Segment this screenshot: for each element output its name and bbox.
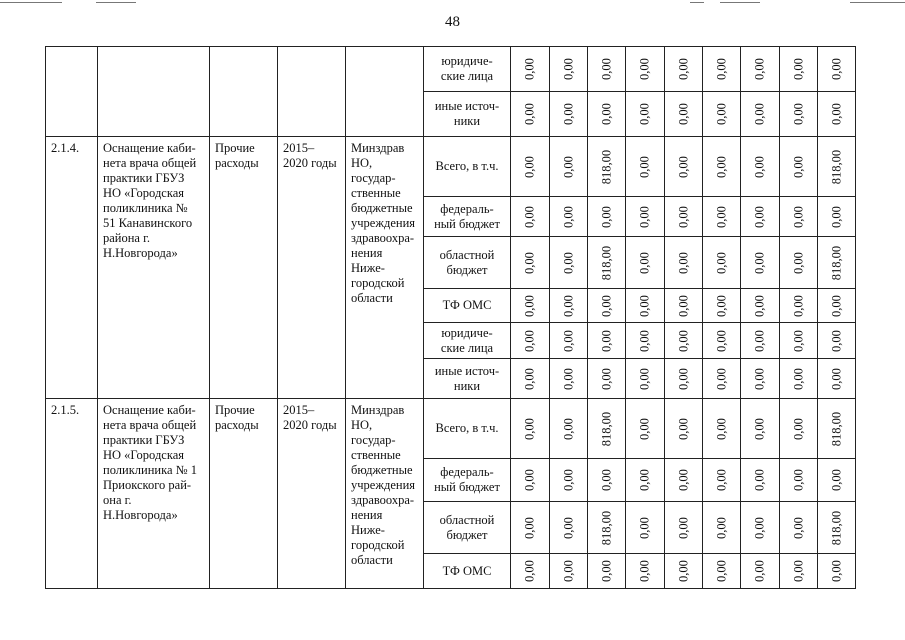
value-cell <box>780 92 818 137</box>
value-cell <box>703 399 741 459</box>
value-text: 0,00 <box>561 103 575 125</box>
value-cell <box>780 323 818 359</box>
value-cell <box>818 399 856 459</box>
value-text: 0,00 <box>522 155 537 178</box>
value-text: 0,00 <box>752 367 767 390</box>
value-text: 0,00 <box>637 560 652 582</box>
value-text: 0,00 <box>714 560 728 582</box>
value-cell <box>818 289 856 323</box>
value-text: 0,00 <box>561 329 575 352</box>
value-cell <box>511 554 550 589</box>
value-text: 0,00 <box>714 205 728 228</box>
value-cell <box>588 92 626 137</box>
value-text: 0,00 <box>522 516 537 539</box>
source-cell: ТФ ОМС <box>424 554 511 589</box>
item-code-cell: 2.1.4. <box>46 137 98 399</box>
value-cell <box>550 92 588 137</box>
value-text: 0,00 <box>791 205 805 228</box>
value-text: 0,00 <box>829 469 843 491</box>
value-cell <box>818 137 856 197</box>
value-text: 0,00 <box>599 560 613 582</box>
source-cell: юридиче- ские лица <box>424 47 511 92</box>
value-cell <box>550 237 588 289</box>
value-cell <box>550 359 588 399</box>
item-name-cell: Оснащение каби- нета врача общей практики ГБУЗ НО «Городская поликлиника № 1 Приокского рай- она г. Н.Новгорода» <box>98 399 210 589</box>
value-text: 0,00 <box>752 251 767 274</box>
value-cell <box>665 289 703 323</box>
expense-type-cell: Прочие расходы <box>210 399 278 589</box>
code-cell-empty <box>46 47 98 137</box>
value-text: 0,00 <box>637 367 652 390</box>
value-text: 0,00 <box>676 205 690 228</box>
value-cell <box>626 323 665 359</box>
value-text: 0,00 <box>829 103 843 125</box>
value-cell <box>741 237 780 289</box>
value-text: 0,00 <box>676 155 690 178</box>
value-text: 0,00 <box>561 367 575 390</box>
value-cell <box>703 502 741 554</box>
value-cell <box>665 137 703 197</box>
source-cell: иные источ- ники <box>424 92 511 137</box>
value-text: 0,00 <box>561 417 575 440</box>
value-text: 0,00 <box>561 469 575 491</box>
value-cell <box>741 289 780 323</box>
source-cell: федераль- ный бюджет <box>424 197 511 237</box>
value-cell <box>626 359 665 399</box>
value-cell <box>818 92 856 137</box>
value-cell <box>780 554 818 589</box>
value-cell <box>741 459 780 502</box>
value-cell <box>511 289 550 323</box>
value-text: 0,00 <box>599 329 613 352</box>
value-cell <box>780 237 818 289</box>
value-text: 0,00 <box>522 294 537 317</box>
value-text: 0,00 <box>752 205 767 228</box>
value-text: 0,00 <box>676 560 690 582</box>
value-text: 0,00 <box>829 367 843 390</box>
period-cell-empty <box>278 47 346 137</box>
value-text: 0,00 <box>599 58 613 80</box>
value-text: 0,00 <box>752 417 767 440</box>
value-cell <box>741 554 780 589</box>
value-cell <box>741 197 780 237</box>
value-cell <box>588 359 626 399</box>
value-cell <box>550 137 588 197</box>
value-text: 0,00 <box>522 367 537 390</box>
value-cell <box>665 237 703 289</box>
value-text: 818,00 <box>829 510 843 545</box>
value-text: 0,00 <box>791 155 805 178</box>
value-cell <box>626 399 665 459</box>
value-cell <box>588 459 626 502</box>
source-cell: Всего, в т.ч. <box>424 137 511 197</box>
value-text: 0,00 <box>637 469 652 491</box>
value-text: 0,00 <box>791 417 805 440</box>
value-cell <box>626 137 665 197</box>
value-text: 0,00 <box>561 155 575 178</box>
value-text: 0,00 <box>561 294 575 317</box>
value-text: 0,00 <box>599 367 613 390</box>
value-cell <box>665 323 703 359</box>
item-code-cell: 2.1.5. <box>46 399 98 589</box>
value-cell <box>703 197 741 237</box>
value-cell <box>818 197 856 237</box>
value-cell <box>703 554 741 589</box>
value-text: 0,00 <box>714 294 728 317</box>
executor-cell: Минздрав НО, государ- ственные бюджетные учреждения здравоохра- нения Ниже- городской области <box>346 137 424 399</box>
value-text: 0,00 <box>676 251 690 274</box>
page-number: 48 <box>445 14 460 30</box>
value-text: 0,00 <box>522 417 537 440</box>
source-cell: областной бюджет <box>424 502 511 554</box>
value-text: 0,00 <box>522 251 537 274</box>
value-text: 0,00 <box>752 469 767 491</box>
value-text: 0,00 <box>637 205 652 228</box>
value-text: 0,00 <box>752 329 767 352</box>
value-cell <box>550 554 588 589</box>
value-cell <box>665 502 703 554</box>
value-cell <box>665 92 703 137</box>
source-cell: юридиче- ские лица <box>424 323 511 359</box>
value-cell <box>550 289 588 323</box>
value-cell <box>550 459 588 502</box>
value-cell <box>780 197 818 237</box>
value-text: 0,00 <box>561 251 575 274</box>
value-cell <box>703 359 741 399</box>
value-text: 0,00 <box>791 516 805 539</box>
value-cell <box>741 502 780 554</box>
value-cell <box>703 92 741 137</box>
source-cell: федераль- ный бюджет <box>424 459 511 502</box>
value-cell <box>780 137 818 197</box>
value-text: 0,00 <box>599 294 613 317</box>
value-text: 818,00 <box>829 245 843 280</box>
value-cell <box>511 92 550 137</box>
value-text: 0,00 <box>676 469 690 491</box>
value-cell <box>741 92 780 137</box>
value-text: 0,00 <box>829 294 843 317</box>
value-text: 0,00 <box>637 417 652 440</box>
value-cell <box>780 459 818 502</box>
value-text: 0,00 <box>676 417 690 440</box>
table-row <box>46 399 856 459</box>
scan-mark <box>96 2 136 3</box>
value-text: 0,00 <box>752 103 767 125</box>
value-cell <box>588 399 626 459</box>
value-cell <box>818 47 856 92</box>
item-name-cell: Оснащение каби- нета врача общей практики ГБУЗ НО «Городская поликлиника № 51 Канавинского района г. Н.Новгорода» <box>98 137 210 399</box>
value-text: 0,00 <box>791 251 805 274</box>
value-cell <box>511 459 550 502</box>
value-cell <box>550 399 588 459</box>
value-cell <box>818 359 856 399</box>
value-cell <box>588 554 626 589</box>
expense-type-cell: Прочие расходы <box>210 137 278 399</box>
value-cell <box>780 359 818 399</box>
scan-mark <box>0 2 62 3</box>
value-text: 0,00 <box>752 294 767 317</box>
value-text: 0,00 <box>522 329 537 352</box>
value-text: 0,00 <box>714 329 728 352</box>
value-cell <box>626 502 665 554</box>
value-cell <box>626 197 665 237</box>
value-text: 0,00 <box>637 294 652 317</box>
executor-cell-empty <box>346 47 424 137</box>
value-text: 0,00 <box>714 103 728 125</box>
value-text: 0,00 <box>561 516 575 539</box>
scan-mark <box>850 2 905 3</box>
source-cell: ТФ ОМС <box>424 289 511 323</box>
value-text: 0,00 <box>561 205 575 228</box>
source-cell: Всего, в т.ч. <box>424 399 511 459</box>
value-text: 0,00 <box>522 469 537 491</box>
value-text: 0,00 <box>637 251 652 274</box>
value-cell <box>818 459 856 502</box>
value-cell <box>703 137 741 197</box>
value-cell <box>741 323 780 359</box>
value-cell <box>588 47 626 92</box>
value-text: 0,00 <box>522 103 537 125</box>
value-cell <box>626 47 665 92</box>
scan-marks <box>0 0 905 10</box>
value-cell <box>511 323 550 359</box>
value-cell <box>588 502 626 554</box>
value-text: 0,00 <box>561 58 575 80</box>
value-text: 0,00 <box>791 329 805 352</box>
value-cell <box>626 459 665 502</box>
value-text: 0,00 <box>637 155 652 178</box>
value-cell <box>588 237 626 289</box>
value-cell <box>703 289 741 323</box>
value-cell <box>665 459 703 502</box>
value-text: 0,00 <box>829 329 843 352</box>
value-text: 0,00 <box>714 516 728 539</box>
value-text: 0,00 <box>752 155 767 178</box>
value-cell <box>703 323 741 359</box>
value-text: 0,00 <box>752 516 767 539</box>
value-cell <box>550 197 588 237</box>
value-text: 0,00 <box>599 205 613 228</box>
value-cell <box>626 237 665 289</box>
table-row <box>46 47 856 92</box>
value-cell <box>511 237 550 289</box>
value-text: 0,00 <box>752 58 767 80</box>
value-cell <box>665 197 703 237</box>
source-cell: областной бюджет <box>424 237 511 289</box>
value-text: 0,00 <box>791 58 805 80</box>
name-cell-empty <box>98 47 210 137</box>
value-cell <box>588 289 626 323</box>
value-text: 818,00 <box>599 510 613 545</box>
value-text: 0,00 <box>637 329 652 352</box>
executor-cell: Минздрав НО, государ- ственные бюджетные учреждения здравоохра- нения Ниже- городской области <box>346 399 424 589</box>
value-text: 0,00 <box>791 103 805 125</box>
value-text: 0,00 <box>676 58 690 80</box>
value-cell <box>665 47 703 92</box>
value-cell <box>818 502 856 554</box>
value-text: 818,00 <box>599 149 613 184</box>
value-text: 0,00 <box>599 103 613 125</box>
value-text: 818,00 <box>829 149 843 184</box>
value-cell <box>741 47 780 92</box>
value-cell <box>665 359 703 399</box>
value-cell <box>818 323 856 359</box>
period-cell: 2015– 2020 годы <box>278 399 346 589</box>
value-text: 0,00 <box>714 58 728 80</box>
value-text: 0,00 <box>791 294 805 317</box>
value-cell <box>511 47 550 92</box>
value-cell <box>511 399 550 459</box>
value-cell <box>511 137 550 197</box>
value-cell <box>780 502 818 554</box>
value-text: 0,00 <box>791 560 805 582</box>
value-text: 0,00 <box>791 469 805 491</box>
value-cell <box>511 197 550 237</box>
value-text: 0,00 <box>676 516 690 539</box>
value-text: 0,00 <box>829 205 843 228</box>
value-text: 0,00 <box>522 58 537 80</box>
value-text: 0,00 <box>676 329 690 352</box>
value-text: 0,00 <box>752 560 767 582</box>
value-cell <box>780 289 818 323</box>
value-cell <box>550 323 588 359</box>
value-cell <box>588 137 626 197</box>
value-cell <box>703 47 741 92</box>
value-cell <box>588 323 626 359</box>
value-cell <box>511 359 550 399</box>
value-cell <box>665 399 703 459</box>
value-text: 0,00 <box>522 560 537 582</box>
value-text: 0,00 <box>714 367 728 390</box>
value-cell <box>588 197 626 237</box>
period-cell: 2015– 2020 годы <box>278 137 346 399</box>
value-text: 0,00 <box>714 417 728 440</box>
value-cell <box>665 554 703 589</box>
value-cell <box>818 554 856 589</box>
value-text: 0,00 <box>637 58 652 80</box>
value-text: 0,00 <box>714 155 728 178</box>
value-text: 0,00 <box>637 516 652 539</box>
value-text: 0,00 <box>676 103 690 125</box>
value-cell <box>703 459 741 502</box>
value-text: 0,00 <box>676 367 690 390</box>
value-text: 0,00 <box>676 294 690 317</box>
expense-cell-empty <box>210 47 278 137</box>
value-text: 818,00 <box>829 411 843 446</box>
value-text: 0,00 <box>829 560 843 582</box>
value-cell <box>626 92 665 137</box>
scan-mark <box>720 2 760 3</box>
value-text: 818,00 <box>599 411 613 446</box>
value-cell <box>818 237 856 289</box>
value-text: 0,00 <box>829 58 843 80</box>
value-cell <box>550 502 588 554</box>
value-text: 0,00 <box>714 251 728 274</box>
scan-mark <box>690 2 704 3</box>
budget-table <box>45 46 856 589</box>
value-cell <box>741 399 780 459</box>
value-cell <box>626 289 665 323</box>
source-cell: иные источ- ники <box>424 359 511 399</box>
value-text: 0,00 <box>522 205 537 228</box>
value-cell <box>741 137 780 197</box>
value-text: 0,00 <box>599 469 613 491</box>
value-cell <box>550 47 588 92</box>
value-text: 0,00 <box>561 560 575 582</box>
table-row <box>46 137 856 197</box>
value-text: 818,00 <box>599 245 613 280</box>
value-cell <box>703 237 741 289</box>
value-cell <box>741 359 780 399</box>
value-cell <box>780 47 818 92</box>
value-cell <box>511 502 550 554</box>
value-text: 0,00 <box>791 367 805 390</box>
value-text: 0,00 <box>714 469 728 491</box>
value-text: 0,00 <box>637 103 652 125</box>
value-cell <box>780 399 818 459</box>
value-cell <box>626 554 665 589</box>
